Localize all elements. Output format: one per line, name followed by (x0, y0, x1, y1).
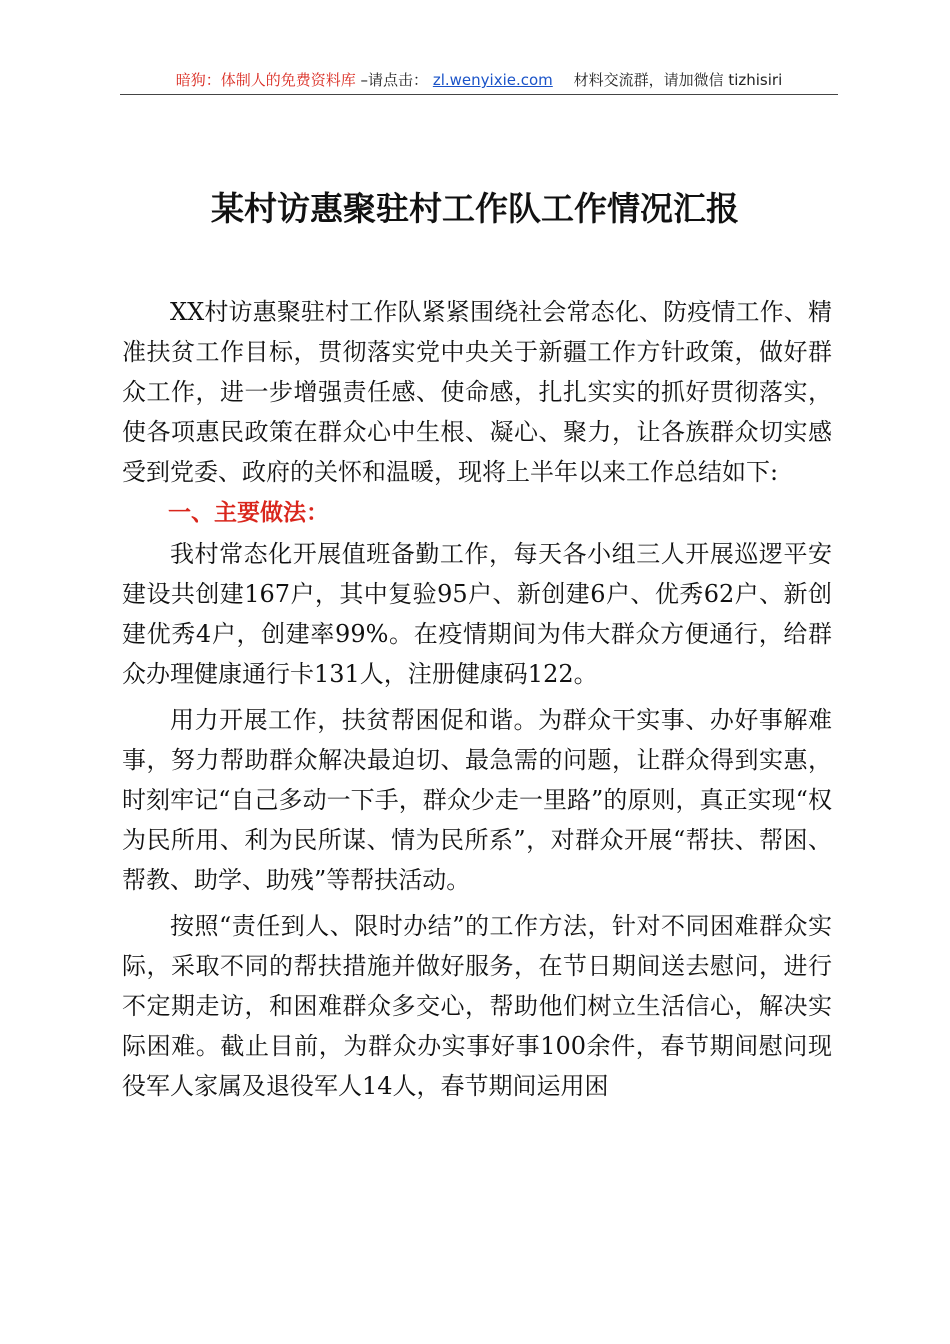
header-site-link[interactable]: zl.wenyixie.com (432, 71, 553, 89)
section-heading-main-practices: 一、主要做法： (168, 500, 329, 526)
body-paragraph-1: 我村常态化开展值班备勤工作，每天各小组三人开展巡逻平安建设共创建167户，其中复验95户、新创建6户、优秀62户、新创建优秀4户，创建率99%。在疫情期间为伟大群众方便通行，给群众办理健康通行卡131人，注册健康码122。 (122, 540, 832, 688)
document-title: 某村访惠聚驻村工作队工作情况汇报 (211, 189, 739, 228)
header-prompt-text: –请点击： (360, 71, 429, 89)
header-promo-text: 暗狗：体制人的免费资料库 (175, 71, 356, 89)
body-paragraph-2: 用力开展工作，扶贫帮困促和谐。为群众干实事、办好事解难事，努力帮助群众解决最迫切、最急需的问题，让群众得到实惠，时刻牢记“自己多动一下手，群众少走一里路”的原则，真正实现“权为民所用、利为民所谋、情为民所系”，对群众开展“帮扶、帮困、帮教、助学、助残”等帮扶活动。 (122, 706, 832, 894)
document-body (122, 292, 832, 1106)
page-header (120, 70, 838, 95)
body-paragraph-3: 按照“责任到人、限时办结”的工作方法，针对不同困难群众实际，采取不同的帮扶措施并做好服务，在节日期间送去慰问，进行不定期走访，和困难群众多交心，帮助他们树立生活信心，解决实际困难。截止目前，为群众办实事好事100余件，春节期间慰问现役军人家属及退役军人14人，春节期间运用困 (122, 912, 832, 1100)
intro-paragraph: XX村访惠聚驻村工作队紧紧围绕社会常态化、防疫情工作、精准扶贫工作目标，贯彻落实党中央关于新疆工作方针政策，做好群众工作，进一步增强责任感、使命感，扎扎实实的抓好贯彻落实，使各项惠民政策在群众心中生根、凝心、聚力，让各族群众切实感受到党委、政府的关怀和温暖，现将上半年以来工作总结如下: (122, 298, 832, 486)
header-contact-text: 材料交流群，请加微信 tizhisiri (573, 71, 783, 89)
